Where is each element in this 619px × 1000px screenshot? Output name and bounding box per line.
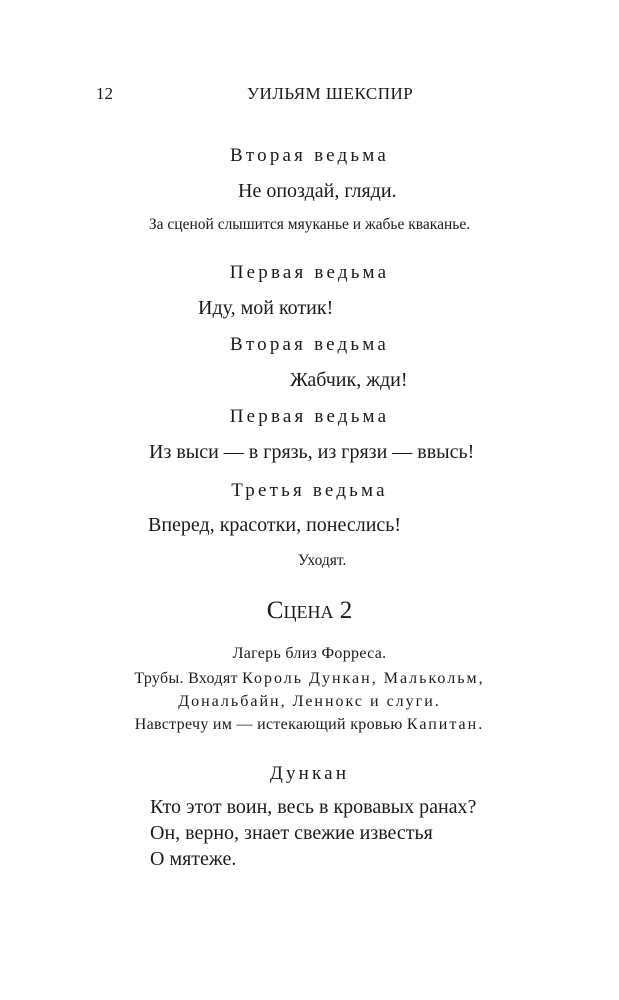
running-head: УИЛЬЯМ ШЕКСПИР [247, 84, 414, 103]
character-names: Король Дункан, Малькольм, [242, 670, 485, 687]
speech-line: Вперед, красотки, понеслись! [148, 514, 402, 536]
speech-line: Из выси — в грязь, из грязи — ввысь! [149, 441, 475, 463]
speech-line: Иду, мой котик! [198, 297, 334, 319]
speaker-name: Первая ведьма [229, 406, 390, 427]
character-name: Капитан. [406, 716, 485, 733]
scene-title-rest: цена 2 [283, 597, 353, 624]
verse-line: Он, верно, знает свежие известья [150, 822, 433, 844]
entrance-text: Трубы. Входят [134, 670, 243, 687]
scene-title-initial: С [266, 597, 284, 624]
speech-line: Не опоздай, гляди. [238, 180, 397, 202]
verse-line: Кто этот воин, весь в кровавых ранах? [150, 796, 477, 818]
speaker-name: Третья ведьма [231, 480, 388, 501]
entrance-text: Навстречу им — истекающий кровью [134, 716, 407, 733]
stage-direction: За сценой слышится мяуканье и жабье кваканье. [148, 216, 471, 233]
speaker-name: Вторая ведьма [230, 145, 389, 166]
speaker-name: Вторая ведьма [230, 334, 389, 355]
entrance-direction-line [0, 670, 619, 688]
speech-line: Жабчик, жди! [290, 369, 408, 391]
speaker-name: Дункан [269, 763, 350, 784]
scene-title [0, 597, 619, 625]
verse-line: О мятеже. [150, 848, 237, 870]
scene-setting: Лагерь близ Форреса. [232, 645, 387, 662]
page-number: 12 [96, 84, 113, 103]
entrance-direction-line: Дональбайн, Леннокс и слуги. [178, 693, 441, 710]
entrance-direction-line [0, 716, 619, 734]
exit-direction: Уходят. [298, 552, 347, 569]
speaker-name: Первая ведьма [229, 262, 390, 283]
